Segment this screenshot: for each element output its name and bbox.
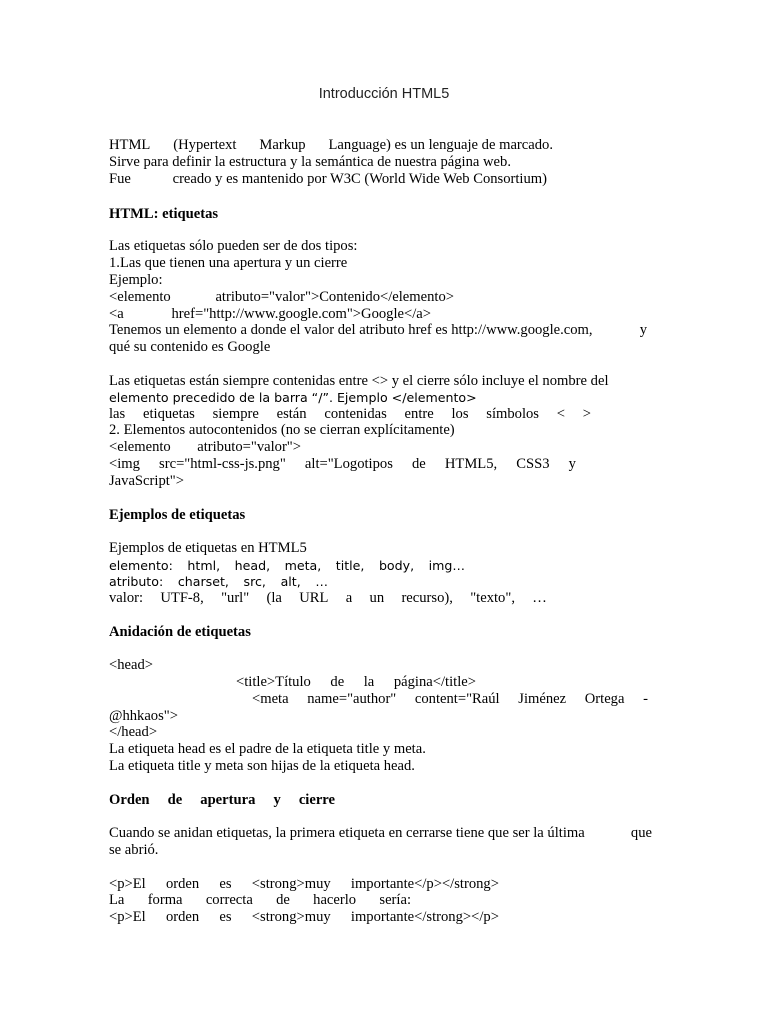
- anidacion-head-close: </head>: [109, 724, 158, 740]
- etiquetas-line-4: <elemento atributo="valor">Contenido</elemento>: [109, 289, 454, 305]
- etiquetas-line-2: 1.Las que tienen una apertura y un cierre: [109, 255, 348, 271]
- heading-etiquetas: HTML: etiquetas: [109, 206, 219, 222]
- orden-line-4: La forma correcta de hacerlo sería:: [109, 892, 411, 908]
- contenidas-line-2: elemento precedido de la barra “/”. Ejemplo </elemento>: [109, 390, 477, 405]
- etiquetas-line-5: <a href="http://www.google.com">Google</a>: [109, 306, 431, 322]
- contenidas-line-1: Las etiquetas están siempre contenidas entre <> y el cierre sólo incluye el nombre del: [109, 373, 609, 389]
- heading-orden: Orden de apertura y cierre: [109, 792, 335, 808]
- etiquetas-line-7: qué su contenido es Google: [109, 339, 271, 355]
- heading-anidacion: Anidación de etiquetas: [109, 624, 251, 640]
- contenidas-line-3: las etiquetas siempre están contenidas entre los símbolos < >: [109, 406, 591, 422]
- anidacion-head-open: <head>: [109, 657, 154, 673]
- contenidas-line-4: 2. Elementos autocontenidos (no se cierran explícitamente): [109, 422, 455, 438]
- ejemplos-line-4: valor: UTF-8, "url" (la URL a un recurso), "texto", …: [109, 590, 547, 606]
- orden-line-1: Cuando se anidan etiquetas, la primera etiqueta en cerrarse tiene que ser la última que: [109, 825, 652, 841]
- etiquetas-line-1: Las etiquetas sólo pueden ser de dos tipos:: [109, 238, 358, 254]
- anidacion-meta-cont: @hhkaos">: [109, 708, 178, 724]
- ejemplos-line-2: elemento: html, head, meta, title, body, img…: [109, 558, 465, 573]
- contenidas-line-7: JavaScript">: [109, 473, 184, 489]
- intro-line-1: HTML (Hypertext Markup Language) es un lenguaje de marcado.: [109, 137, 553, 153]
- etiquetas-line-6: Tenemos un elemento a donde el valor del atributo href es http://www.google.com, y: [109, 322, 647, 338]
- contenidas-line-6: <img src="html-css-js.png" alt="Logotipos de HTML5, CSS3 y: [109, 456, 576, 472]
- contenidas-line-5: <elemento atributo="valor">: [109, 439, 301, 455]
- intro-line-2: Sirve para definir la estructura y la semántica de nuestra página web.: [109, 154, 511, 170]
- orden-line-3: <p>El orden es <strong>muy importante</p></strong>: [109, 876, 499, 892]
- intro-line-3: Fue creado y es mantenido por W3C (World Wide Web Consortium): [109, 171, 547, 187]
- orden-line-5: <p>El orden es <strong>muy importante</strong></p>: [109, 909, 499, 925]
- orden-line-2: se abrió.: [109, 842, 159, 858]
- heading-ejemplos: Ejemplos de etiquetas: [109, 507, 246, 523]
- anidacion-title-line: <title>Título de la página</title>: [236, 674, 476, 690]
- anidacion-meta-line: <meta name="author" content="Raúl Jiménez Ortega -: [252, 691, 648, 707]
- etiquetas-line-3: Ejemplo:: [109, 272, 163, 288]
- anidacion-p1: La etiqueta head es el padre de la etiqueta title y meta.: [109, 741, 426, 757]
- anidacion-p2: La etiqueta title y meta son hijas de la etiqueta head.: [109, 758, 415, 774]
- ejemplos-line-1: Ejemplos de etiquetas en HTML5: [109, 540, 307, 556]
- page-title: Introducción HTML5: [318, 86, 450, 102]
- ejemplos-line-3: atributo: charset, src, alt, …: [109, 574, 328, 589]
